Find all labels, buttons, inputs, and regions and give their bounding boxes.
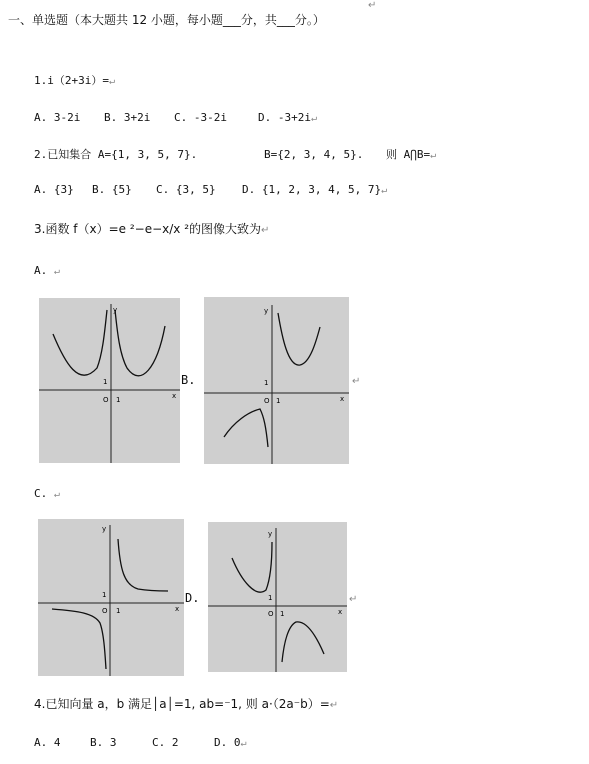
question-1-options — [34, 110, 317, 127]
origin-label: O — [102, 607, 108, 615]
origin-label: O — [268, 610, 274, 618]
tick-one-label: 1 — [276, 397, 281, 405]
origin-label: O — [264, 397, 270, 405]
graph-b-image — [204, 297, 349, 464]
question-2-stem — [34, 147, 436, 164]
x-axis-label: x — [175, 605, 180, 613]
x-axis-label: x — [338, 608, 343, 616]
tick-one-label: 1 — [268, 594, 273, 602]
option-b: B. {5} — [92, 183, 132, 196]
question-2-text-b: B={2, 3, 4, 5}. — [264, 148, 364, 161]
paragraph-mark: ↵ — [381, 185, 388, 196]
graph-c-image — [38, 519, 184, 676]
graph-a-image — [39, 298, 180, 463]
graph-label-b: B. — [181, 373, 196, 387]
option-d: D. 0 — [214, 736, 241, 749]
y-axis-label: y — [264, 307, 269, 315]
option-b: B. 3 — [90, 736, 117, 749]
y-axis-label: y — [102, 525, 107, 533]
section-header — [8, 12, 325, 28]
graph-c-svg — [38, 519, 184, 676]
question-2-options — [34, 182, 387, 199]
option-b: B. 3+2i — [104, 111, 151, 124]
option-c: C. {3, 5} — [156, 183, 216, 196]
question-3-stem — [34, 221, 269, 239]
paragraph-mark: ↵ — [261, 225, 270, 236]
option-d: D. -3+2i — [258, 111, 311, 124]
paragraph-mark: ↵ — [310, 113, 318, 124]
question-4-options — [34, 735, 247, 752]
graph-d-svg — [208, 522, 347, 672]
tick-one-label: 1 — [103, 378, 108, 386]
paragraph-mark: ↵ — [430, 150, 437, 161]
paragraph-mark: ↵ — [329, 700, 339, 711]
y-axis-label: y — [268, 530, 273, 538]
question-2-text-a: 2.已知集合 A={1, 3, 5, 7}. — [34, 148, 198, 161]
graph-d-image — [208, 522, 347, 672]
label-c-line — [34, 486, 60, 503]
tick-one-label: 1 — [280, 610, 285, 618]
tick-one-label: 1 — [116, 607, 121, 615]
x-axis-label: x — [340, 395, 345, 403]
question-4-stem — [34, 696, 338, 714]
option-d: D. {1, 2, 3, 4, 5, 7} — [242, 183, 382, 196]
graph-label-c: C. — [34, 487, 48, 500]
tick-one-label: 1 — [102, 591, 107, 599]
graph-label-a: A. — [34, 264, 48, 277]
option-c: C. -3-2i — [174, 111, 227, 124]
paragraph-mark: ↵ — [352, 376, 361, 387]
option-a: A. 3-2i — [34, 111, 81, 124]
paragraph-mark: ↵ — [53, 489, 60, 500]
tick-one-label: 1 — [264, 379, 269, 387]
paragraph-mark: ↵ — [108, 76, 116, 87]
origin-label: O — [103, 396, 109, 404]
graph-b-svg — [204, 297, 349, 464]
question-4-text: 4.已知向量 a，b 满足│a│=1, ab=⁻1, 则 a·（2a⁻b）= — [34, 697, 330, 711]
paragraph-mark: ↵ — [368, 0, 377, 11]
question-2-text-c: 则 A⋂B= — [386, 148, 431, 161]
x-axis-label: x — [172, 392, 177, 400]
label-a-line — [34, 263, 60, 280]
tick-one-label: 1 — [116, 396, 121, 404]
y-axis-label: y — [113, 306, 118, 314]
option-c: C. 2 — [152, 736, 179, 749]
option-a: A. 4 — [34, 736, 61, 749]
question-1-text: 1.i（2+3i）= — [34, 74, 109, 87]
option-a: A. {3} — [34, 183, 74, 196]
paragraph-mark: ↵ — [349, 594, 358, 605]
paragraph-mark: ↵ — [53, 266, 60, 277]
paragraph-mark: ↵ — [240, 738, 247, 749]
question-1-stem — [34, 73, 115, 90]
question-3-text: 3.函数 f（x）=e ²−e−x/x ²的图像大致为 — [34, 222, 262, 236]
graph-label-d: D. — [185, 591, 200, 605]
section-header-text: 一、单选题（本大题共 12 小题，每小题___分，共___分。） — [8, 13, 325, 27]
graph-a-svg — [39, 298, 180, 463]
